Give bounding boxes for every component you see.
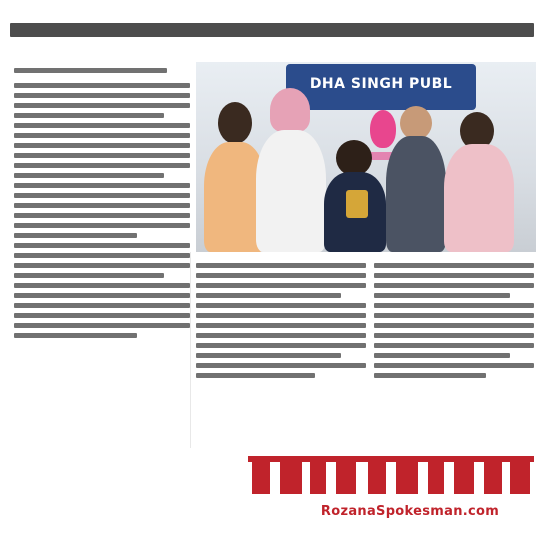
person-head — [218, 102, 252, 144]
person-head — [400, 106, 432, 140]
article-column-2 — [196, 258, 366, 448]
article-column-3 — [374, 258, 534, 448]
event-photo — [196, 62, 536, 252]
newspaper-logo-icon — [246, 448, 536, 500]
article-column-1 — [14, 78, 190, 458]
person-man-right — [386, 136, 446, 252]
banner-text: DHA SINGH PUBL — [309, 76, 453, 92]
column-divider — [190, 252, 191, 448]
trophy-icon — [346, 190, 368, 218]
dateline — [14, 64, 194, 77]
person-head — [336, 140, 372, 176]
flame-logo-icon — [370, 110, 396, 148]
person-woman-right — [444, 144, 514, 252]
school-banner — [286, 64, 476, 110]
newspaper-logo — [246, 448, 536, 500]
headline — [6, 6, 538, 54]
headline-text — [10, 10, 534, 50]
person-turban — [270, 88, 310, 132]
person-man-left — [256, 130, 326, 252]
newspaper-url[interactable]: RozanaSpokesman.com — [320, 504, 500, 519]
